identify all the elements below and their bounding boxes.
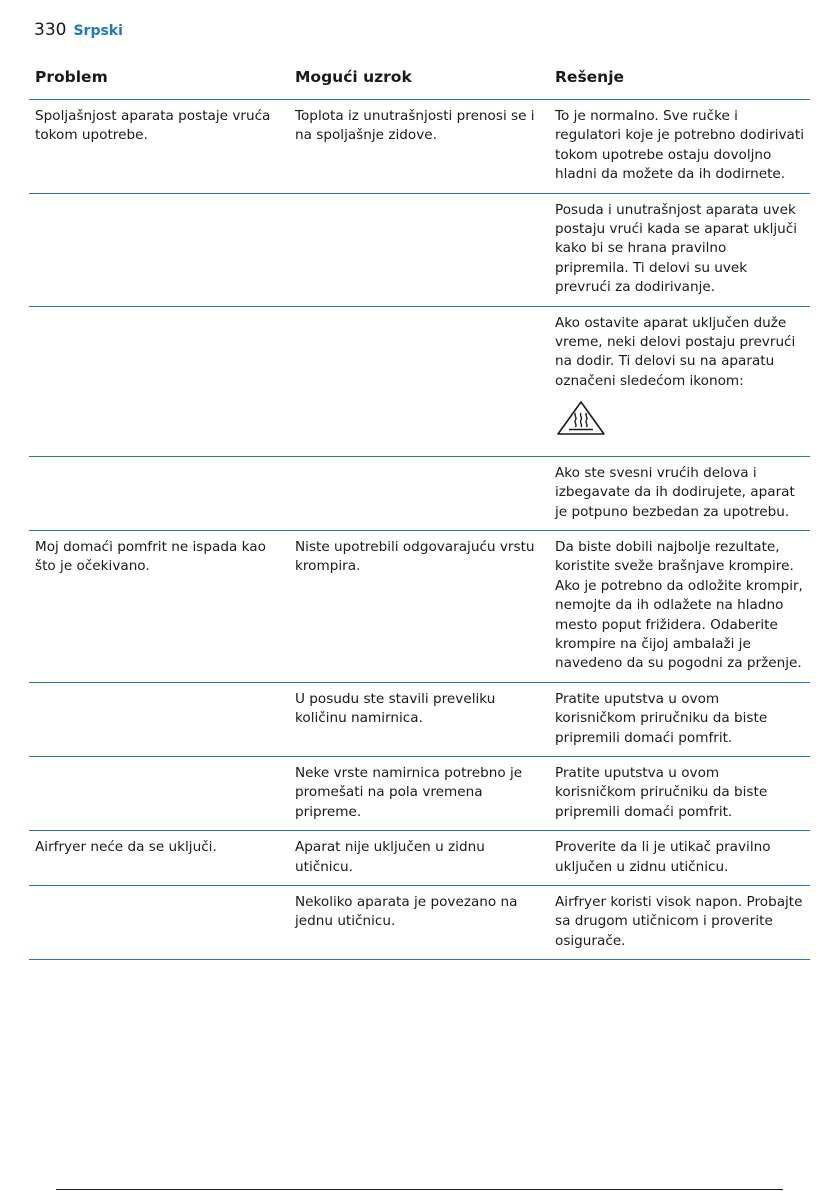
solution-cell: Ako ste svesni vrućih delova i izbegavate da ih dodirujete, aparat je potpuno bezbedan za upotrebu. — [549, 456, 810, 530]
solution-cell: Proverite da li je utikač pravilno uključen u zidnu utičnicu. — [549, 831, 810, 886]
cause-cell: Neke vrste namirnica potrebno je promešati na pola vremena pripreme. — [289, 756, 549, 830]
table-row — [29, 682, 810, 756]
cause-cell — [289, 306, 549, 456]
problem-cell — [29, 682, 289, 756]
page-number: 330 — [34, 20, 67, 40]
solution-cell: Posuda i unutrašnjost aparata uvek postaju vrući kada se aparat uključi kako bi se hrana pravilno pripremila. Ti delovi su uvek prevrući za dodirivanje. — [549, 193, 810, 306]
cause-cell — [289, 193, 549, 306]
problem-cell — [29, 456, 289, 530]
troubleshooting-table — [29, 60, 810, 960]
solution-cell: To je normalno. Sve ručke i regulatori koje je potrebno dodirivati tokom upotrebe ostaju dovoljno hladni da možete da ih dodirnete. — [549, 100, 810, 194]
problem-cell — [29, 756, 289, 830]
solution-cell: Airfryer koristi visok napon. Probajte sa drugom utičnicom i proverite osigurače. — [549, 886, 810, 960]
solution-text: Ako ostavite aparat uključen duže vreme, neki delovi postaju prevrući na dodir. Ti delovi su na aparatu označeni sledećom ikonom: — [555, 314, 796, 389]
column-header-cause: Mogući uzrok — [289, 60, 549, 100]
problem-cell: Airfryer neće da se uključi. — [29, 831, 289, 886]
footer-divider — [56, 1189, 783, 1190]
cause-cell: Nekoliko aparata je povezano na jednu utičnicu. — [289, 886, 549, 960]
cause-cell: U posudu ste stavili preveliku količinu namirnica. — [289, 682, 549, 756]
problem-cell — [29, 306, 289, 456]
table-header-row — [29, 60, 810, 100]
section-language: Srpski — [73, 23, 123, 39]
problem-cell: Moj domaći pomfrit ne ispada kao što je očekivano. — [29, 530, 289, 682]
problem-cell: Spoljašnjost aparata postaje vruća tokom upotrebe. — [29, 100, 289, 194]
cause-cell: Aparat nije uključen u zidnu utičnicu. — [289, 831, 549, 886]
table-row — [29, 100, 810, 194]
solution-cell: Pratite uputstva u ovom korisničkom priručniku da biste pripremili domaći pomfrit. — [549, 756, 810, 830]
solution-cell — [549, 306, 810, 456]
table-row — [29, 193, 810, 306]
table-row — [29, 831, 810, 886]
cause-cell — [289, 456, 549, 530]
table-row — [29, 530, 810, 682]
solution-cell: Da biste dobili najbolje rezultate, koristite sveže brašnjave krompire. Ako je potrebno da odložite krompir, nemojte da ih odlažete na hladno mesto poput frižidera. Odaberite krompire na čijoj ambalaži je navedeno da su pogodni za prženje. — [549, 530, 810, 682]
cause-cell: Toplota iz unutrašnjosti prenosi se i na spoljašnje zidove. — [289, 100, 549, 194]
table-row — [29, 756, 810, 830]
problem-cell — [29, 886, 289, 960]
column-header-solution: Rešenje — [549, 60, 810, 100]
column-header-problem: Problem — [29, 60, 289, 100]
page-header — [34, 20, 123, 40]
solution-cell: Pratite uputstva u ovom korisničkom priručniku da biste pripremili domaći pomfrit. — [549, 682, 810, 756]
table-row — [29, 456, 810, 530]
problem-cell — [29, 193, 289, 306]
cause-cell: Niste upotrebili odgovarajuću vrstu krompira. — [289, 530, 549, 682]
table-row — [29, 306, 810, 456]
table-row — [29, 886, 810, 960]
hot-surface-warning-icon — [555, 399, 607, 437]
